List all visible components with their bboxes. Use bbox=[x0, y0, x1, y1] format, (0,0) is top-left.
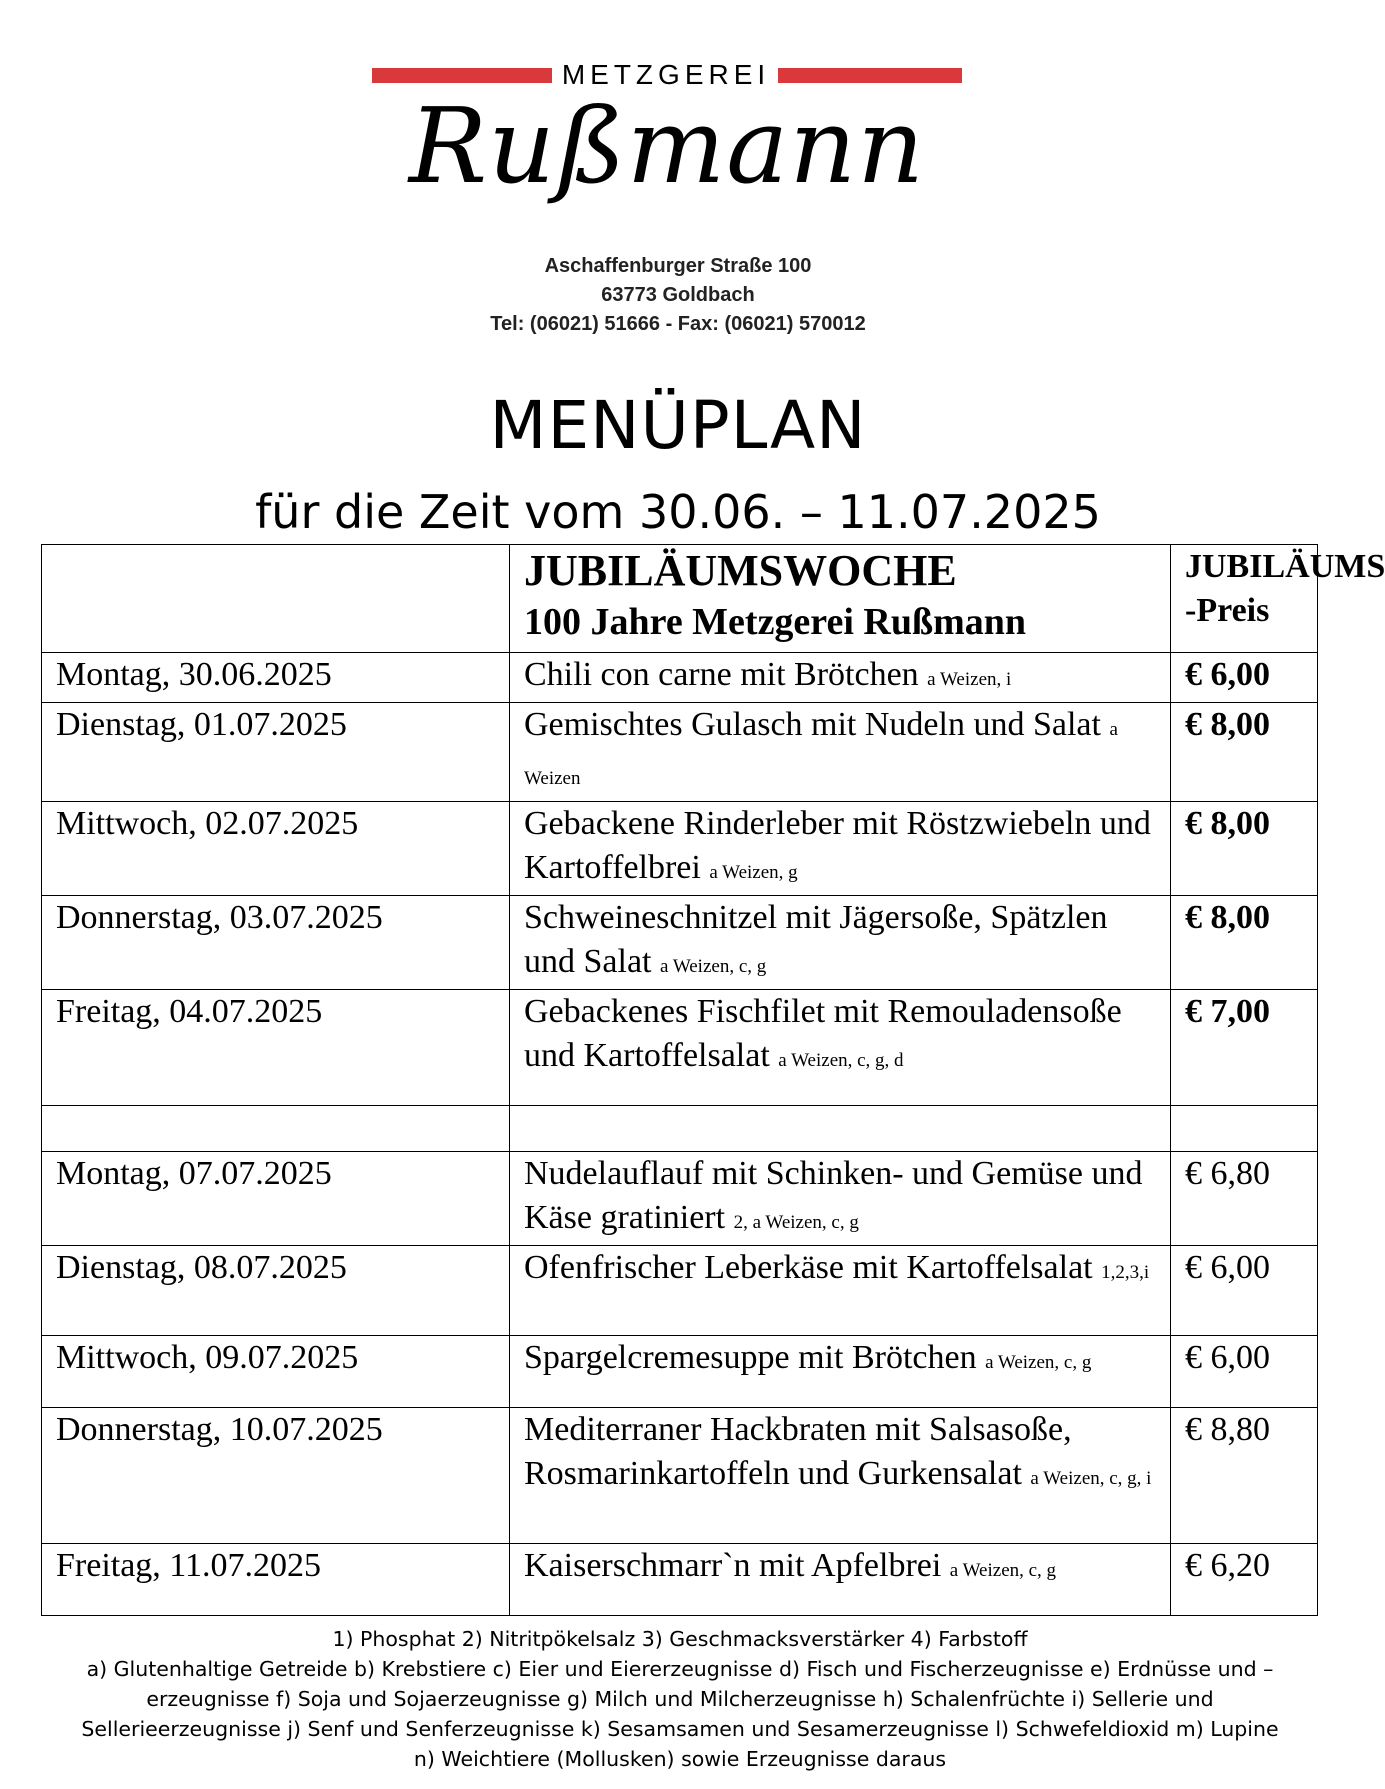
table-row bbox=[42, 653, 1318, 703]
legend-line: n) Weichtiere (Mollusken) sowie Erzeugnisse daraus bbox=[413, 1747, 947, 1771]
dish-cell bbox=[510, 1544, 1171, 1616]
dish-cell bbox=[510, 1408, 1171, 1544]
dish-cell bbox=[510, 653, 1171, 703]
day-cell: Donnerstag, 10.07.2025 bbox=[42, 1408, 510, 1544]
legend-line: erzeugnisse f) Soja und Sojaerzeugnisse g) Milch und Milcherzeugnisse h) Schalenfrüchte i) Sellerie und bbox=[146, 1687, 1214, 1711]
table-row bbox=[42, 1152, 1318, 1246]
allergen-codes: 1,2,3,i bbox=[1101, 1262, 1150, 1283]
price-heading-line1: JUBILÄUMS bbox=[1185, 548, 1385, 585]
allergen-codes: a Weizen bbox=[524, 719, 1118, 789]
spacer-row bbox=[42, 1106, 1318, 1152]
table-row bbox=[42, 1408, 1318, 1544]
logo-top-text: METZGEREI bbox=[561, 59, 771, 90]
logo-bar-left bbox=[372, 68, 552, 83]
dish-name: Kaiserschmarr`n mit Apfelbrei bbox=[524, 1547, 942, 1584]
header-price-cell bbox=[1171, 545, 1385, 653]
price-cell: € 6,00 bbox=[1171, 653, 1318, 703]
page-subtitle: für die Zeit vom 30.06. – 11.07.2025 bbox=[255, 485, 1101, 539]
table-row bbox=[42, 1246, 1318, 1336]
day-cell: Dienstag, 08.07.2025 bbox=[42, 1246, 510, 1336]
spacer-cell bbox=[42, 1106, 510, 1152]
table-row bbox=[42, 990, 1318, 1106]
allergen-legend bbox=[40, 1624, 1320, 1774]
price-cell: € 6,20 bbox=[1171, 1544, 1318, 1616]
price-cell: € 7,00 bbox=[1171, 990, 1318, 1106]
price-cell: € 8,00 bbox=[1171, 703, 1318, 802]
dish-name: Gebackene Rinderleber mit Röstzwiebeln und Kartoffelbrei bbox=[524, 805, 1151, 886]
dish-cell bbox=[510, 990, 1171, 1106]
price-cell: € 8,80 bbox=[1171, 1408, 1318, 1544]
price-cell: € 6,00 bbox=[1171, 1246, 1318, 1336]
dish-name: Nudelauflauf mit Schinken- und Gemüse und Käse gratiniert bbox=[524, 1155, 1143, 1236]
dish-cell bbox=[510, 896, 1171, 990]
dish-cell bbox=[510, 1152, 1171, 1246]
allergen-codes: a Weizen, i bbox=[927, 669, 1012, 690]
company-address bbox=[378, 252, 978, 339]
allergen-codes: a Weizen, c, g bbox=[949, 1560, 1057, 1581]
table-row bbox=[42, 802, 1318, 896]
dish-name: Mediterraner Hackbraten mit Salsasoße, Rosmarinkartoffeln und Gurkensalat bbox=[524, 1411, 1072, 1492]
jubilee-subheading: 100 Jahre Metzgerei Rußmann bbox=[524, 601, 1027, 643]
header-dish-cell bbox=[510, 545, 1171, 653]
table-row bbox=[42, 1336, 1318, 1408]
dish-name: Gebackenes Fischfilet mit Remouladensoße und Kartoffelsalat bbox=[524, 993, 1122, 1074]
spacer-cell bbox=[510, 1106, 1171, 1152]
dish-cell bbox=[510, 703, 1171, 802]
allergen-codes: a Weizen, c, g, i bbox=[1030, 1468, 1152, 1489]
price-cell: € 8,00 bbox=[1171, 802, 1318, 896]
logo-bar-right bbox=[778, 68, 962, 83]
dish-name: Ofenfrischer Leberkäse mit Kartoffelsalat bbox=[524, 1249, 1093, 1286]
allergen-codes: a Weizen, c, g bbox=[985, 1352, 1092, 1373]
contact-line: Tel: (06021) 51666 - Fax: (06021) 570012 bbox=[490, 313, 866, 335]
logo-script-name: Rußmann bbox=[408, 85, 926, 207]
day-cell: Dienstag, 01.07.2025 bbox=[42, 703, 510, 802]
dish-name: Schweineschnitzel mit Jägersoße, Spätzlen und Salat bbox=[524, 899, 1108, 980]
dish-name: Chili con carne mit Brötchen bbox=[524, 656, 919, 693]
dish-name: Spargelcremesuppe mit Brötchen bbox=[524, 1339, 977, 1376]
price-cell: € 6,00 bbox=[1171, 1336, 1318, 1408]
table-row bbox=[42, 1544, 1318, 1616]
header-empty-cell bbox=[42, 545, 510, 653]
price-cell: € 8,00 bbox=[1171, 896, 1318, 990]
table-header-row bbox=[42, 545, 1318, 653]
legend-line: Sellerieerzeugnisse j) Senf und Senferzeugnisse k) Sesamsamen und Sesamerzeugnisse l) Schwefeldioxid m) Lupine bbox=[81, 1717, 1279, 1741]
legend-line: a) Glutenhaltige Getreide b) Krebstiere c) Eier und Eiererzeugnisse d) Fisch und Fischerzeugnisse e) Erdnüsse und – bbox=[86, 1657, 1274, 1681]
table-row bbox=[42, 896, 1318, 990]
spacer-cell bbox=[1171, 1106, 1318, 1152]
day-cell: Montag, 07.07.2025 bbox=[42, 1152, 510, 1246]
jubilee-week-heading: JUBILÄUMSWOCHE bbox=[524, 546, 957, 595]
page-title: MENÜPLAN bbox=[489, 387, 867, 464]
allergen-codes: a Weizen, c, g, d bbox=[778, 1050, 904, 1071]
menu-table bbox=[41, 544, 1385, 1616]
dish-cell bbox=[510, 1246, 1171, 1336]
day-cell: Mittwoch, 09.07.2025 bbox=[42, 1336, 510, 1408]
price-cell: € 6,80 bbox=[1171, 1152, 1318, 1246]
dish-cell bbox=[510, 802, 1171, 896]
dish-cell bbox=[510, 1336, 1171, 1408]
company-logo bbox=[372, 58, 962, 248]
price-heading-line2: -Preis bbox=[1185, 592, 1270, 629]
legend-line: 1) Phosphat 2) Nitritpökelsalz 3) Geschmacksverstärker 4) Farbstoff bbox=[332, 1627, 1028, 1651]
dish-name: Gemischtes Gulasch mit Nudeln und Salat bbox=[524, 706, 1101, 743]
day-cell: Mittwoch, 02.07.2025 bbox=[42, 802, 510, 896]
allergen-codes: a Weizen, c, g bbox=[659, 956, 767, 977]
address-street: Aschaffenburger Straße 100 bbox=[544, 255, 812, 277]
allergen-codes: 2, a Weizen, c, g bbox=[733, 1212, 859, 1233]
address-city: 63773 Goldbach bbox=[601, 284, 755, 306]
day-cell: Donnerstag, 03.07.2025 bbox=[42, 896, 510, 990]
day-cell: Freitag, 04.07.2025 bbox=[42, 990, 510, 1106]
day-cell: Montag, 30.06.2025 bbox=[42, 653, 510, 703]
allergen-codes: a Weizen, g bbox=[709, 862, 798, 883]
table-row bbox=[42, 703, 1318, 802]
day-cell: Freitag, 11.07.2025 bbox=[42, 1544, 510, 1616]
